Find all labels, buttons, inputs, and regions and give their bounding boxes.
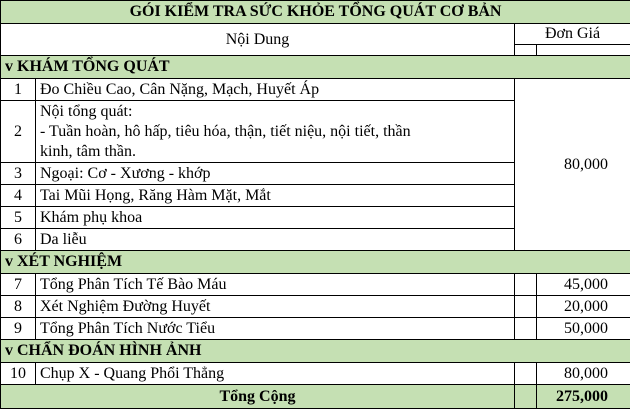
row-content-line: Tổng Phân Tích Nước Tiểu bbox=[40, 319, 216, 337]
header-row bbox=[1, 24, 630, 45]
row-number: 8 bbox=[1, 296, 36, 318]
row-content-line: Khám phụ khoa bbox=[40, 208, 143, 226]
table-row bbox=[1, 363, 630, 385]
row-content-line: - Tuần hoàn, hô hấp, tiêu hóa, thận, tiết niệu, nội tiết, thần bbox=[40, 122, 411, 140]
section-label: v KHÁM TỔNG QUÁT bbox=[1, 56, 630, 79]
row-number: 1 bbox=[1, 79, 36, 101]
row-number: 7 bbox=[1, 274, 36, 296]
row-number: 10 bbox=[1, 363, 36, 385]
total-label: Tổng Cộng bbox=[1, 385, 515, 409]
row-content bbox=[36, 79, 515, 101]
row-number: 5 bbox=[1, 207, 36, 229]
group-price: 80,000 bbox=[515, 79, 630, 251]
row-content-line: Tổng Phân Tích Tế Bào Máu bbox=[40, 275, 227, 293]
row-content-line: Đo Chiều Cao, Cân Nặng, Mạch, Huyết Áp bbox=[40, 80, 320, 98]
row-content bbox=[36, 274, 515, 296]
section-label: v CHẨN ĐOÁN HÌNH ẢNH bbox=[1, 340, 630, 363]
row-content-line: Chụp X - Quang Phổi Thẳng bbox=[40, 364, 225, 382]
section-row bbox=[1, 251, 630, 274]
table-row bbox=[1, 318, 630, 340]
row-content bbox=[36, 363, 515, 385]
row-number: 2 bbox=[1, 101, 36, 163]
price-header: Đơn Giá bbox=[515, 24, 630, 45]
row-price: 45,000 bbox=[537, 274, 630, 296]
table-row bbox=[1, 296, 630, 318]
row-content-line: Xét Nghiệm Đường Huyết bbox=[40, 297, 211, 315]
table-title: GÓI KIỂM TRA SỨC KHỎE TỔNG QUÁT CƠ BẢN bbox=[1, 1, 630, 24]
title-row bbox=[1, 1, 630, 24]
row-number: 3 bbox=[1, 163, 36, 185]
row-price: 20,000 bbox=[537, 296, 630, 318]
section-label: v XÉT NGHIỆM bbox=[1, 251, 630, 274]
section-row bbox=[1, 340, 630, 363]
header-spacer-cell bbox=[515, 45, 537, 56]
row-price: 80,000 bbox=[537, 363, 630, 385]
price-gap-cell bbox=[515, 363, 537, 385]
row-content-line: Nội tổng quát: bbox=[40, 102, 133, 120]
row-number: 4 bbox=[1, 185, 36, 207]
price-gap-cell bbox=[515, 318, 537, 340]
total-row bbox=[1, 385, 630, 409]
price-gap-cell bbox=[515, 296, 537, 318]
row-content bbox=[36, 207, 515, 229]
table-row bbox=[1, 274, 630, 296]
row-number: 6 bbox=[1, 229, 36, 251]
row-price: 50,000 bbox=[537, 318, 630, 340]
header-spacer-cell bbox=[537, 45, 630, 56]
row-content-line: kinh, tâm thần. bbox=[40, 142, 136, 160]
total-value: 275,000 bbox=[537, 385, 630, 409]
row-content bbox=[36, 101, 515, 163]
section-row bbox=[1, 56, 630, 79]
row-content bbox=[36, 185, 515, 207]
price-gap-cell bbox=[515, 385, 537, 409]
row-content bbox=[36, 318, 515, 340]
row-content bbox=[36, 296, 515, 318]
row-number: 9 bbox=[1, 318, 36, 340]
table-row bbox=[1, 79, 630, 101]
row-content-line: Ngoại: Cơ - Xương - khớp bbox=[40, 164, 211, 182]
row-content-line: Da liễu bbox=[40, 230, 87, 248]
row-content bbox=[36, 163, 515, 185]
row-content-line: Tai Mũi Họng, Răng Hàm Mặt, Mắt bbox=[40, 186, 271, 204]
row-content bbox=[36, 229, 515, 251]
content-header: Nội Dung bbox=[1, 24, 515, 56]
price-gap-cell bbox=[515, 274, 537, 296]
